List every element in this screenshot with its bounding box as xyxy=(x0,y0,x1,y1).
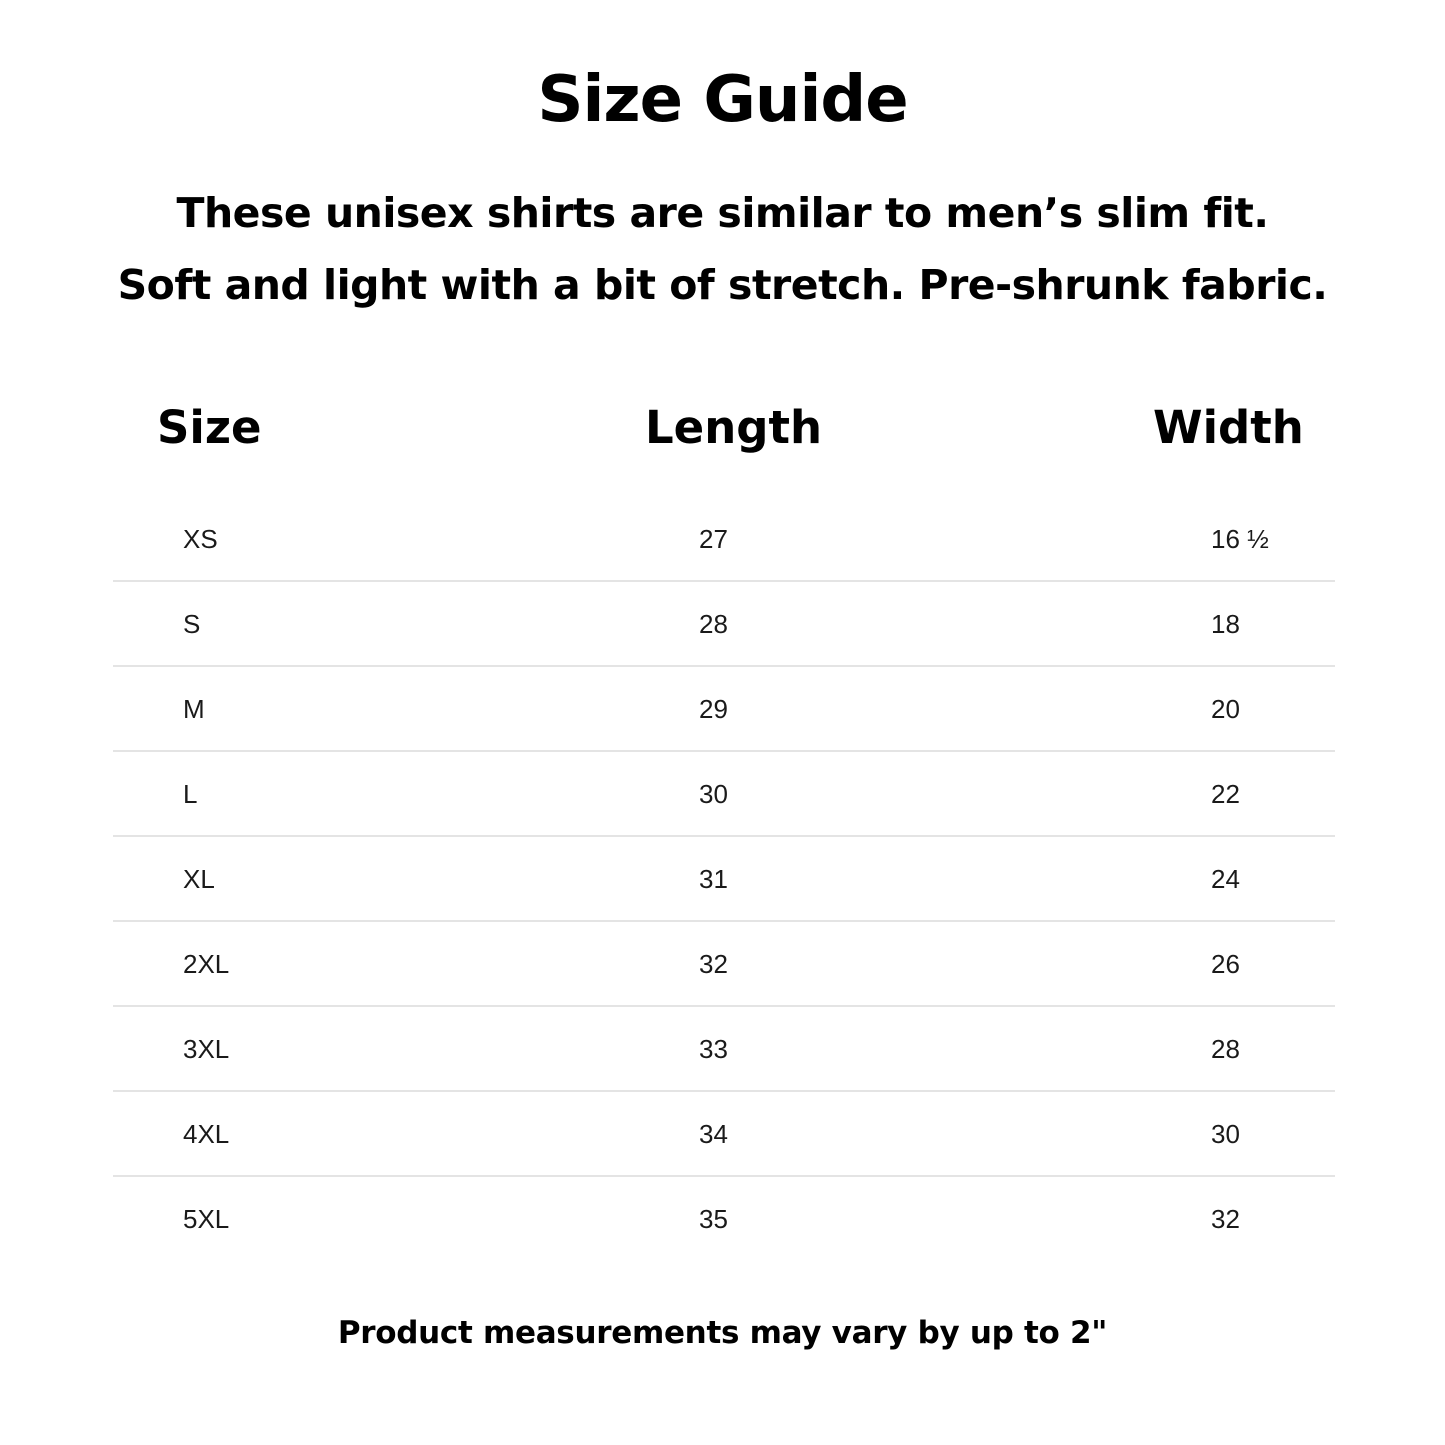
size-cell: S xyxy=(183,609,201,639)
description-line-2: Soft and light with a bit of stretch. Pre-shrunk fabric. xyxy=(117,261,1328,309)
table-row xyxy=(113,582,1335,667)
size-cell: XL xyxy=(183,864,215,894)
size-table xyxy=(113,497,1335,1262)
column-header-width: Width xyxy=(1153,401,1304,454)
length-cell: 32 xyxy=(699,949,728,979)
measurement-footnote: Product measurements may vary by up to 2" xyxy=(337,1315,1108,1351)
width-cell: 20 xyxy=(1211,694,1240,724)
size-cell: M xyxy=(183,694,205,724)
length-cell: 29 xyxy=(699,694,728,724)
length-cell: 27 xyxy=(699,524,728,554)
width-cell: 16 ½ xyxy=(1211,524,1269,554)
table-row xyxy=(113,837,1335,922)
width-cell: 32 xyxy=(1211,1204,1240,1234)
length-cell: 34 xyxy=(699,1119,728,1149)
description-line-1: These unisex shirts are similar to men’s slim fit. xyxy=(176,189,1269,237)
table-row xyxy=(113,667,1335,752)
column-header-length: Length xyxy=(645,401,822,454)
size-cell: 4XL xyxy=(183,1119,230,1149)
length-cell: 28 xyxy=(699,609,728,639)
size-cell: 2XL xyxy=(183,949,230,979)
width-cell: 26 xyxy=(1211,949,1240,979)
table-row xyxy=(113,752,1335,837)
length-cell: 33 xyxy=(699,1034,728,1064)
length-cell: 30 xyxy=(699,779,728,809)
table-row xyxy=(113,497,1335,582)
table-row xyxy=(113,1007,1335,1092)
width-cell: 18 xyxy=(1211,609,1240,639)
width-cell: 24 xyxy=(1211,864,1240,894)
column-header-size: Size xyxy=(157,401,262,454)
width-cell: 28 xyxy=(1211,1034,1240,1064)
size-cell: L xyxy=(183,779,198,809)
length-cell: 35 xyxy=(699,1204,728,1234)
size-cell: 3XL xyxy=(183,1034,230,1064)
table-row xyxy=(113,922,1335,1007)
table-row xyxy=(113,1092,1335,1177)
size-cell: XS xyxy=(183,524,218,554)
width-cell: 22 xyxy=(1211,779,1240,809)
page-title: Size Guide xyxy=(537,63,908,137)
size-cell: 5XL xyxy=(183,1204,230,1234)
table-row xyxy=(113,1177,1335,1262)
length-cell: 31 xyxy=(699,864,728,894)
width-cell: 30 xyxy=(1211,1119,1240,1149)
